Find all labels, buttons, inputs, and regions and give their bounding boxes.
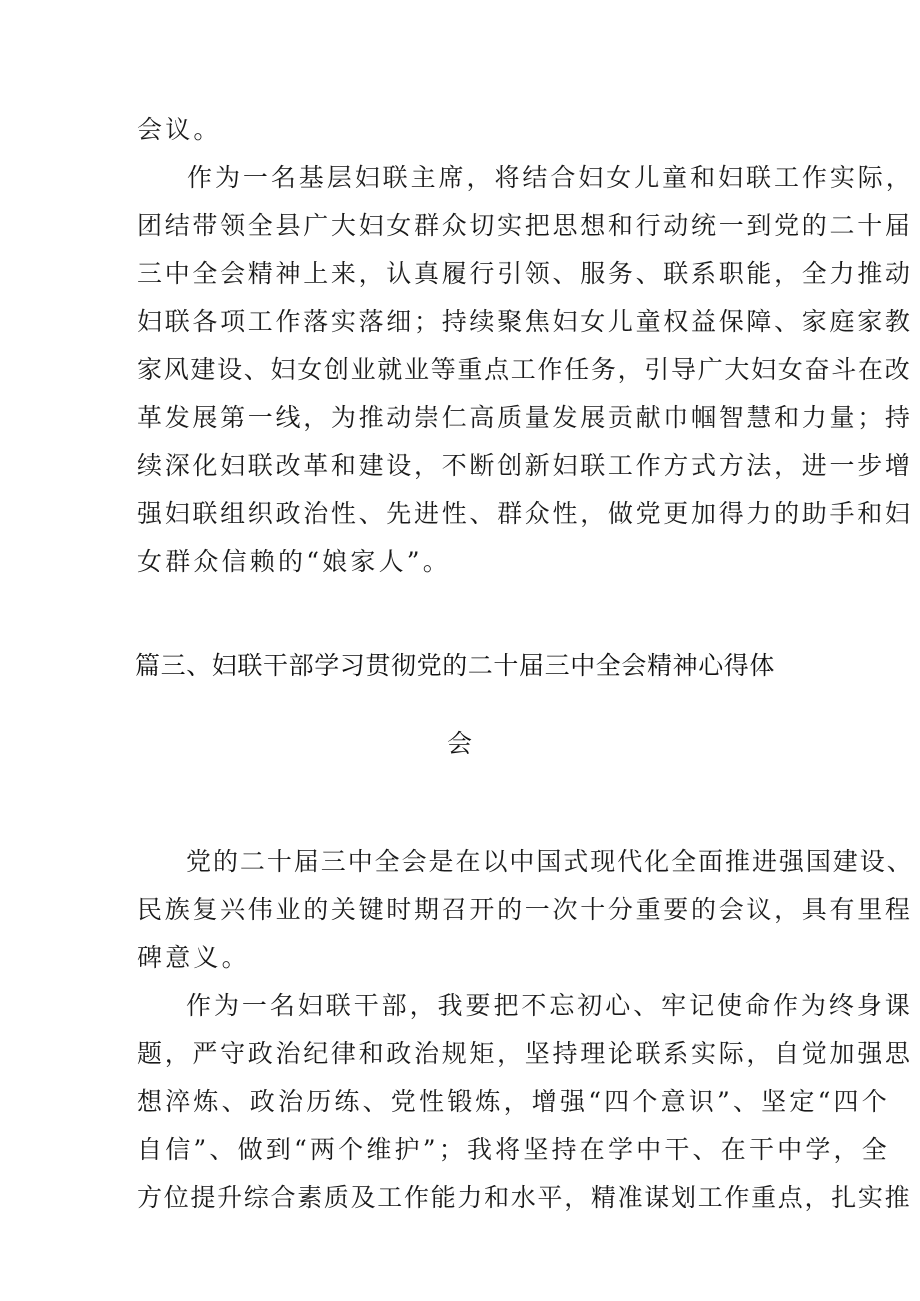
paragraph-line: 方位提升综合素质及工作能力和水平，精准谋划工作重点，扎实推 xyxy=(137,1183,912,1212)
paragraph-line: 碑意义。 xyxy=(137,943,250,972)
paragraph-line: 强妇联组织政治性、先进性、群众性，做党更加得力的助手和妇 xyxy=(137,499,913,528)
paragraph-line: 自信”、做到“两个维护”；我将坚持在学中干、在干中学，全 xyxy=(137,1135,890,1164)
paragraph-line: 作为一名基层妇联主席，将结合妇女儿童和妇联工作实际， xyxy=(187,163,914,192)
section-title: 篇三、妇联干部学习贯彻党的二十届三中全会精神心得体 xyxy=(135,651,776,680)
paragraph-line: 家风建设、妇女创业就业等重点工作任务，引导广大妇女奋斗在改 xyxy=(137,355,912,384)
paragraph-line: 想淬炼、政治历练、党性锻炼，增强“四个意识”、坚定“四个 xyxy=(137,1087,890,1116)
paragraph-line: 革发展第一线，为推动崇仁高质量发展贡献巾帼智慧和力量；持 xyxy=(137,403,913,432)
paragraph-line: 党的二十届三中全会是在以中国式现代化全面推进强国建设、 xyxy=(186,847,914,876)
paragraph-line: 女群众信赖的“娘家人”。 xyxy=(137,547,451,576)
paragraph-line: 妇联各项工作落实落细；持续聚焦妇女儿童权益保障、家庭家教 xyxy=(137,307,913,336)
paragraph-line: 会议。 xyxy=(137,115,222,144)
paragraph-line: 题，严守政治纪律和政治规矩，坚持理论联系实际，自觉加强思 xyxy=(137,1039,913,1068)
section-title-continued: 会 xyxy=(447,729,473,758)
paragraph-line: 续深化妇联改革和建设，不断创新妇联工作方式方法，进一步增 xyxy=(137,451,913,480)
paragraph-line: 民族复兴伟业的关键时期召开的一次十分重要的会议，具有里程 xyxy=(137,895,913,924)
paragraph-line: 三中全会精神上来，认真履行引领、服务、联系职能，全力推动 xyxy=(137,259,913,288)
paragraph-line: 作为一名妇联干部，我要把不忘初心、牢记使命作为终身课 xyxy=(186,991,913,1020)
paragraph-line: 团结带领全县广大妇女群众切实把思想和行动统一到党的二十届 xyxy=(137,211,913,240)
